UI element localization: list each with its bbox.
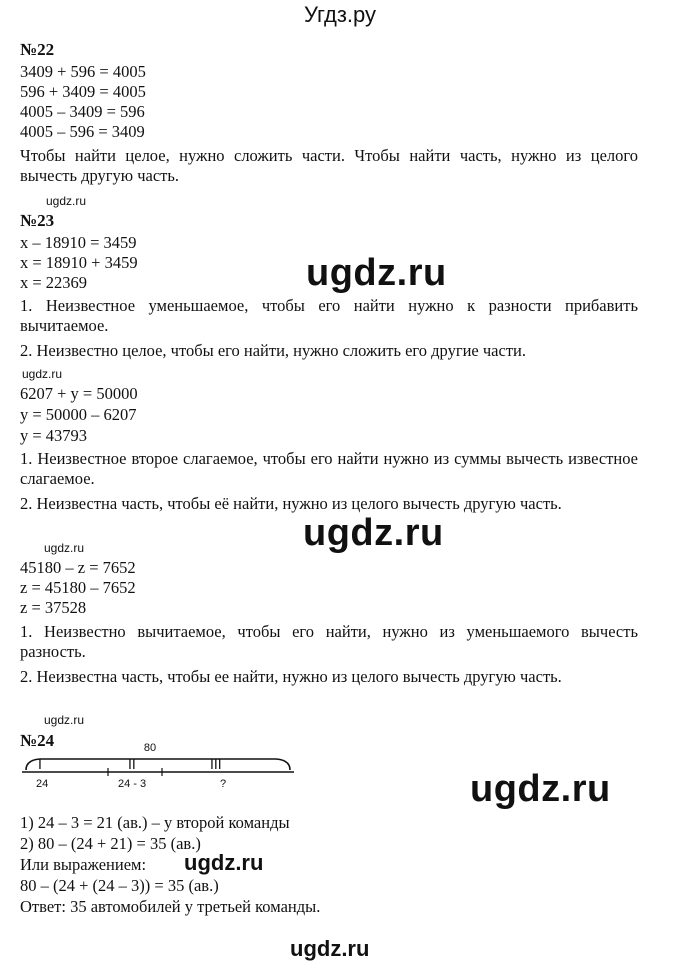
task23-p3-line-1: 45180 – z = 7652 xyxy=(20,558,136,577)
diagram-total-label: 80 xyxy=(143,742,157,754)
diagram-below-2: 24 - 3 xyxy=(118,778,147,790)
task22-line-3: 4005 – 3409 = 596 xyxy=(20,102,145,121)
diagram-segment-1: I xyxy=(38,756,42,772)
task24-answer: Ответ: 35 автомобилей у третьей команды. xyxy=(20,897,321,916)
diagram-segment-3: III xyxy=(210,756,222,772)
task24-line-4: 80 – (24 + (24 – 3)) = 35 (ав.) xyxy=(20,876,219,895)
task22-line-4: 4005 – 596 = 3409 xyxy=(20,122,145,141)
task22-line-1: 3409 + 596 = 4005 xyxy=(20,62,146,81)
watermark-small: ugdz.ru xyxy=(44,541,85,555)
task23-heading: №23 xyxy=(20,211,55,230)
watermark-big: ugdz.ru xyxy=(306,252,447,294)
task22-line-2: 596 + 3409 = 4005 xyxy=(20,82,146,101)
task23-p3-note-1: 1. Неизвестно вычитаемое, чтобы его найти, нужно из уменьшаемого вычесть разность. xyxy=(20,622,638,661)
site-title: Угдз.ру xyxy=(303,2,377,27)
task23-p1-line-1: x – 18910 = 3459 xyxy=(20,233,137,252)
diagram-below-3: ? xyxy=(220,778,227,790)
task23-p1-note-1: 1. Неизвестное уменьшаемое, чтобы его найти нужно к разности прибавить вычитаемое. xyxy=(20,296,638,335)
task23-p3-line-3: z = 37528 xyxy=(20,598,87,617)
task23-p3-note-2: 2. Неизвестна часть, чтобы ее найти, нужно из целого вычесть другую часть. xyxy=(20,667,562,686)
task23-p2-line-3: y = 43793 xyxy=(20,426,88,445)
watermark-small: ugdz.ru xyxy=(22,367,63,381)
task23-p2-note-2: 2. Неизвестна часть, чтобы её найти, нужно из целого вычесть другую часть. xyxy=(20,494,562,513)
diagram-brace xyxy=(26,759,290,770)
task23-p3-line-2: z = 45180 – 7652 xyxy=(20,578,136,597)
task23-p2-line-2: y = 50000 – 6207 xyxy=(20,405,137,424)
task23-p2-line-1: 6207 + y = 50000 xyxy=(20,384,138,403)
watermark-small: ugdz.ru xyxy=(44,713,85,727)
task23-p1-note-2: 2. Неизвестно целое, чтобы его найти, нужно сложить его другие части. xyxy=(20,341,526,360)
task22-rule: Чтобы найти целое, нужно сложить части. Чтобы найти часть, нужно из целого вычесть другую часть. xyxy=(20,146,638,185)
task22-heading: №22 xyxy=(20,40,55,59)
diagram-below-1: 24 xyxy=(36,778,49,790)
task23-p1-line-3: x = 22369 xyxy=(20,273,88,292)
diagram-segment-2: II xyxy=(128,756,136,772)
task24-line-3: Или выражением: xyxy=(20,855,147,874)
segment-diagram xyxy=(18,740,298,790)
task24-heading: №24 xyxy=(20,731,55,750)
task23-p2-note-1: 1. Неизвестное второе слагаемое, чтобы его найти нужно из суммы вычесть известное слагаемое. xyxy=(20,449,638,488)
task24-line-1: 1) 24 – 3 = 21 (ав.) – у второй команды xyxy=(20,813,290,832)
watermark-small: ugdz.ru xyxy=(46,194,87,208)
task24-line-2: 2) 80 – (24 + 21) = 35 (ав.) xyxy=(20,834,201,853)
task23-p1-line-2: x = 18910 + 3459 xyxy=(20,253,138,272)
watermark-big: ugdz.ru xyxy=(303,512,444,554)
watermark-medium: ugdz.ru xyxy=(184,850,264,875)
watermark-big: ugdz.ru xyxy=(470,768,611,810)
watermark-footer: ugdz.ru xyxy=(290,936,370,961)
